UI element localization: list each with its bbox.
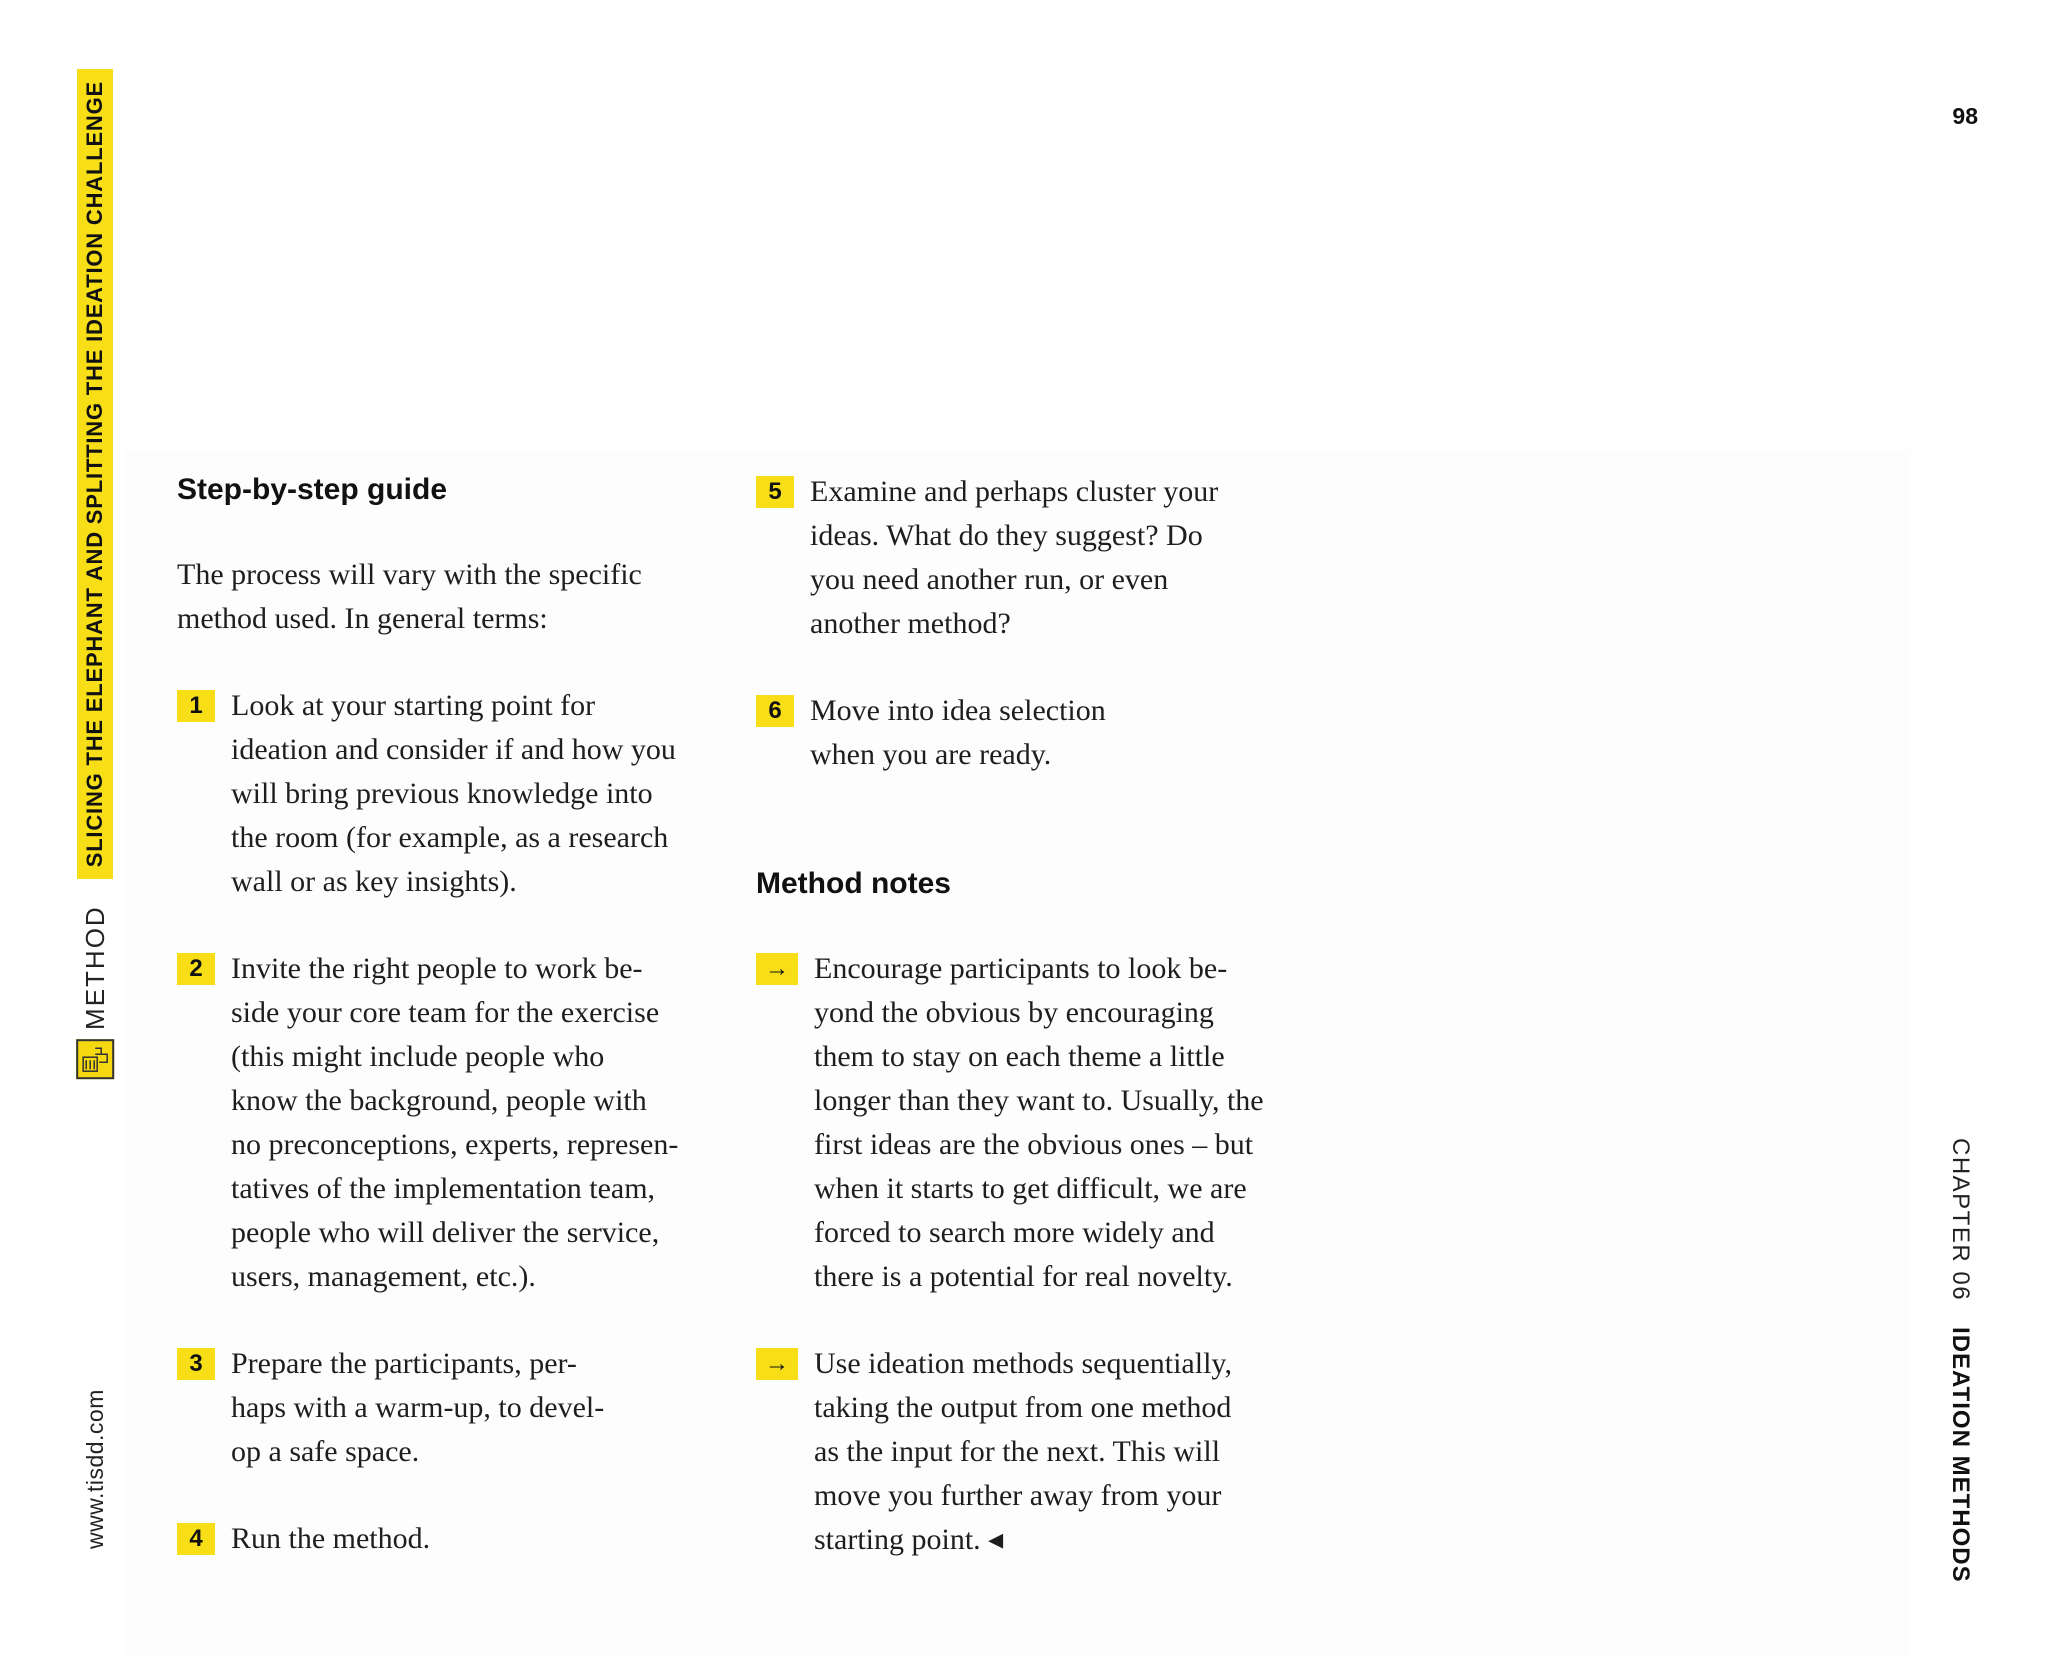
step-line: another method? bbox=[810, 607, 1011, 640]
note-text bbox=[814, 947, 1264, 1299]
note-line: as the input for the next. This will bbox=[814, 1435, 1221, 1468]
step-2 bbox=[177, 947, 737, 1299]
step-line: the room (for example, as a research bbox=[231, 821, 669, 854]
step-line: no preconceptions, experts, represen- bbox=[231, 1128, 679, 1161]
step-line: know the background, people with bbox=[231, 1084, 647, 1117]
note-1 bbox=[756, 947, 1316, 1299]
step-line: ideas. What do they suggest? Do bbox=[810, 519, 1203, 552]
step-5 bbox=[756, 470, 1316, 646]
step-line: will bring previous knowledge into bbox=[231, 777, 653, 810]
hand-pointing-board-icon bbox=[76, 1039, 114, 1079]
step-line: tatives of the implementation team, bbox=[231, 1172, 656, 1205]
note-line: when it starts to get difficult, we are bbox=[814, 1172, 1247, 1205]
note-text bbox=[814, 1342, 1232, 1562]
chapter-strip bbox=[1942, 1138, 1978, 1638]
step-line: people who will deliver the service, bbox=[231, 1216, 660, 1249]
step-line: Prepare the participants, per- bbox=[231, 1347, 577, 1380]
step-line: you need another run, or even bbox=[810, 563, 1169, 596]
note-line: Encourage participants to look be- bbox=[814, 952, 1228, 985]
note-line: longer than they want to. Usually, the bbox=[814, 1084, 1264, 1117]
chapter-number: CHAPTER 06 bbox=[1947, 1138, 1974, 1302]
right-column bbox=[756, 470, 1316, 1562]
guide-intro: The process will vary with the specific method used. In general terms: bbox=[177, 558, 642, 635]
step-6 bbox=[756, 689, 1316, 777]
step-text bbox=[231, 684, 676, 904]
step-number-badge: 2 bbox=[177, 953, 215, 985]
note-line: taking the output from one method bbox=[814, 1391, 1232, 1424]
step-line: side your core team for the exercise bbox=[231, 996, 660, 1029]
step-number-badge: 6 bbox=[756, 695, 794, 727]
step-text bbox=[231, 947, 678, 1299]
step-4 bbox=[177, 1517, 737, 1561]
left-column bbox=[177, 470, 737, 1561]
step-line: wall or as key insights). bbox=[231, 865, 517, 898]
note-line: move you further away from your bbox=[814, 1479, 1222, 1512]
step-line: Run the method. bbox=[231, 1522, 431, 1555]
note-line: there is a potential for real novelty. bbox=[814, 1260, 1233, 1293]
notes-heading: Method notes bbox=[756, 867, 951, 900]
step-line: haps with a warm-up, to devel- bbox=[231, 1391, 605, 1424]
note-line: first ideas are the obvious ones – but bbox=[814, 1128, 1254, 1161]
step-3 bbox=[177, 1342, 737, 1474]
step-text bbox=[231, 1342, 604, 1474]
step-text bbox=[231, 1517, 430, 1561]
note-2 bbox=[756, 1342, 1316, 1562]
left-margin-strip bbox=[75, 69, 115, 1549]
note-line: them to stay on each theme a little bbox=[814, 1040, 1225, 1073]
section-title: SLICING THE ELEPHANT AND SPLITTING THE IDEATION CHALLENGE bbox=[82, 81, 107, 868]
note-line: starting point. ◂ bbox=[814, 1523, 1004, 1556]
website-url[interactable]: www.tisdd.com bbox=[81, 1389, 108, 1549]
method-label: METHOD bbox=[79, 905, 110, 1030]
arrow-right-icon: → bbox=[756, 1348, 798, 1380]
page-number: 98 bbox=[1952, 103, 1978, 129]
step-text bbox=[810, 689, 1106, 777]
section-title-highlight bbox=[77, 69, 113, 879]
step-line: (this might include people who bbox=[231, 1040, 605, 1073]
step-line: users, management, etc.). bbox=[231, 1260, 536, 1293]
step-1 bbox=[177, 684, 737, 904]
step-line: Invite the right people to work be- bbox=[231, 952, 643, 985]
step-line: Move into idea selection bbox=[810, 694, 1106, 727]
step-text bbox=[810, 470, 1218, 646]
step-number-badge: 1 bbox=[177, 690, 215, 722]
step-line: Examine and perhaps cluster your bbox=[810, 475, 1219, 508]
step-line: when you are ready. bbox=[810, 738, 1052, 771]
step-number-badge: 4 bbox=[177, 1523, 215, 1555]
chapter-title: IDEATION METHODS bbox=[1947, 1327, 1974, 1583]
step-line: op a safe space. bbox=[231, 1435, 420, 1468]
step-number-badge: 3 bbox=[177, 1348, 215, 1380]
step-line: ideation and consider if and how you bbox=[231, 733, 676, 766]
step-number-badge: 5 bbox=[756, 476, 794, 508]
guide-heading: Step-by-step guide bbox=[177, 473, 448, 506]
note-line: yond the obvious by encouraging bbox=[814, 996, 1214, 1029]
note-line: forced to search more widely and bbox=[814, 1216, 1215, 1249]
arrow-right-icon: → bbox=[756, 953, 798, 985]
note-line: Use ideation methods sequentially, bbox=[814, 1347, 1232, 1380]
step-line: Look at your starting point for bbox=[231, 689, 596, 722]
